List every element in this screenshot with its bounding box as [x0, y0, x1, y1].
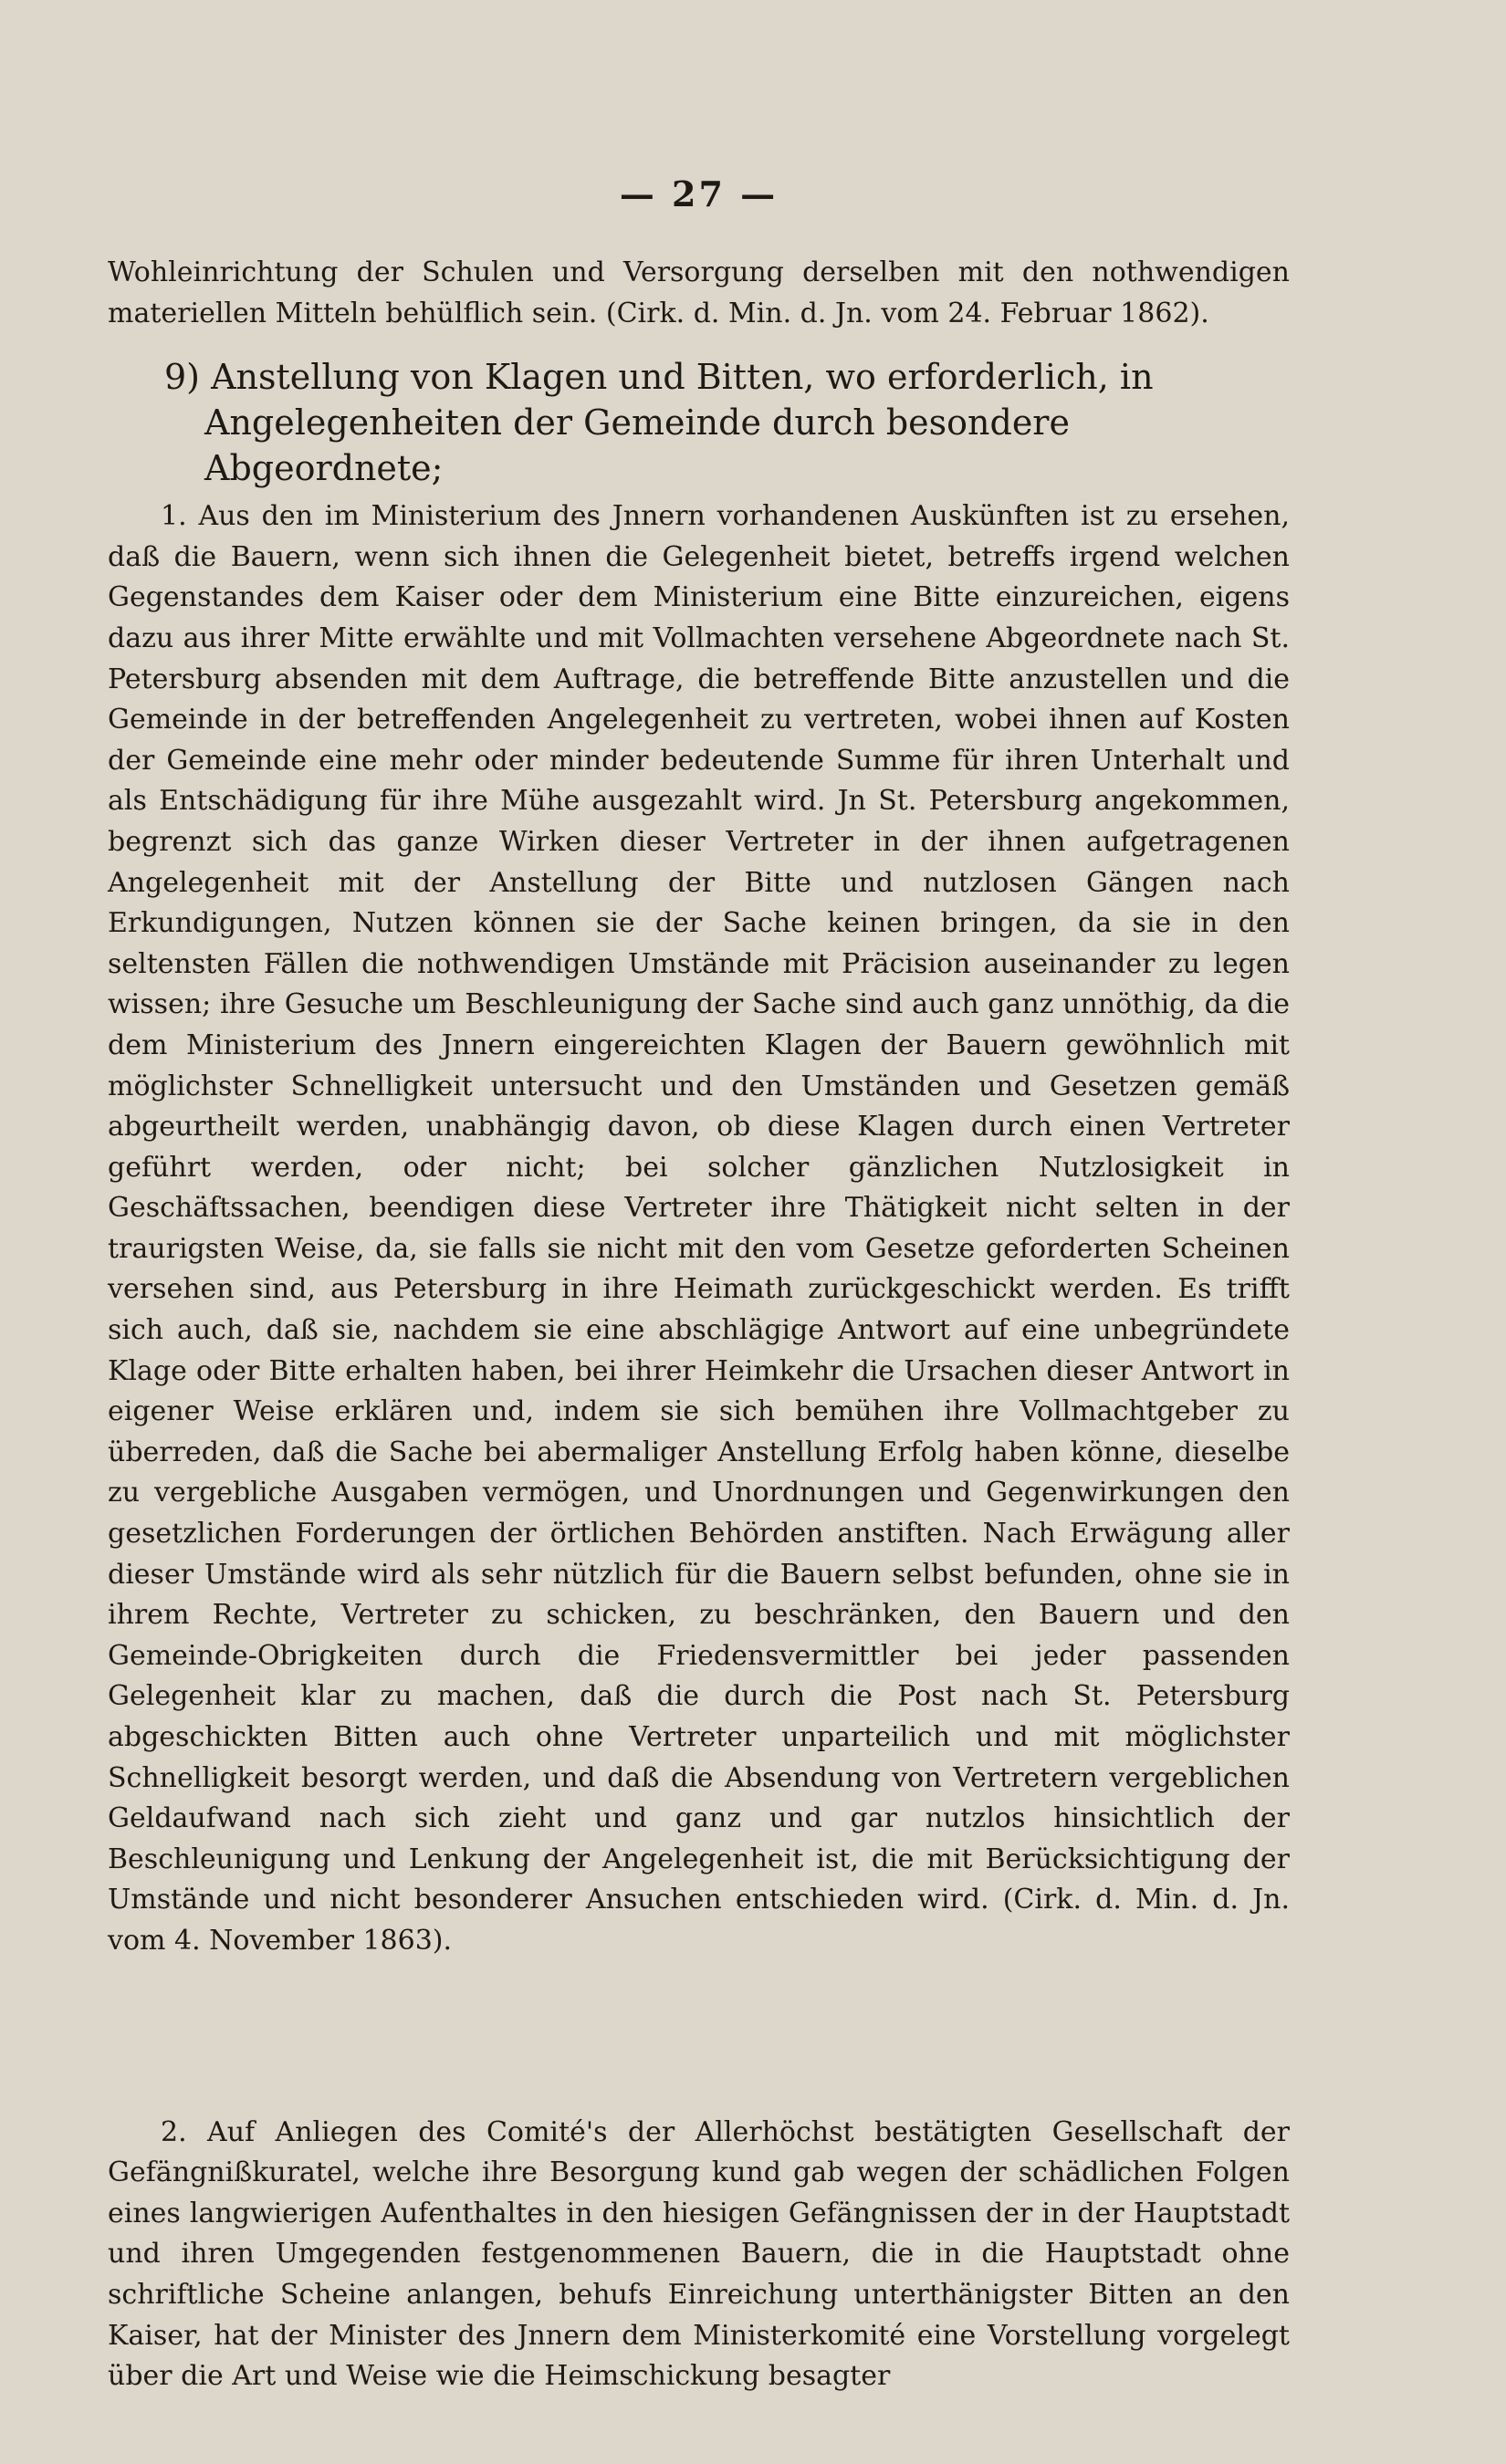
paragraph-continued: Wohleinrichtung der Schulen und Versorgung derselben mit den nothwendigen materiellen Mitteln behülflich sein. (Cirk. d. Min. d. Jn. vom 24. Februar 1862).: [108, 256, 1290, 329]
section-heading: 9) Anstellung von Klagen und Bitten, wo erforderlich, in Angelegenheiten der Gemeinde durch besondere Abgeordnete;: [164, 357, 1154, 489]
paragraph-item-1: 1. Aus den im Ministerium des Jnnern vorhandenen Auskünften ist zu ersehen, daß die Bauern, wenn sich ihnen die Gelegenheit bietet, betreffs irgend welchen Gegenstandes dem Kaiser oder dem Ministerium eine Bitte einzureichen, eigens dazu aus ihrer Mitte erwählte und mit Vollmachten versehene Abgeordnete nach St. Petersburg absenden mit dem Auftrage, die betreffende Bitte anzustellen und die Gemeinde in der betreffenden Angelegenheit zu vertreten, wobei ihnen auf Kosten der Gemeinde eine mehr oder minder bedeutende Summe für ihren Unterhalt und als Entschädigung für ihre Mühe ausgezahlt wird. Jn St. Petersburg angekommen, begrenzt sich das ganze Wirken dieser Vertreter in der ihnen aufgetragenen Angelegenheit mit der Anstellung der Bitte und nutzlosen Gängen nach Erkundigungen, Nutzen können sie der Sache keinen bringen, da sie in den seltensten Fällen die nothwendigen Umstände mit Präcision auseinander zu legen wissen; ihre Gesuche um Beschleunigung der Sache sind auch ganz unnöthig, da die dem Ministerium des Jnnern eingereichten Klagen der Bauern gewöhnlich mit möglichster Schnelligkeit untersucht und den Umständen und Gesetzen gemäß abgeurtheilt werden, unabhängig davon, ob diese Klagen durch einen Vertreter geführt werden, oder nicht; bei solcher gänzlichen Nutzlosigkeit in Geschäftssachen, beendigen diese Vertreter ihre Thätigkeit nicht selten in der traurigsten Weise, da, sie falls sie nicht mit den vom Gesetze geforderten Scheinen versehen sind, aus Petersburg in ihre Heimath zurückgeschickt werden. Es trifft sich auch, daß sie, nachdem sie eine abschlägige Antwort auf eine unbegründete Klage oder Bitte erhalten haben, bei ihrer Heimkehr die Ursachen dieser Antwort in eigener Weise erklären und, indem sie sich bemühen ihre Vollmachtgeber zu überreden, daß die Sache bei abermaliger Anstellung Erfolg haben könne, dieselbe zu vergebliche Ausgaben vermögen, und Unordnungen und Gegenwirkungen den gesetzlichen Forderungen der örtlichen Behörden anstiften. Nach Erwägung aller dieser Umstände wird als sehr nützlich für die Bauern selbst befunden, ohne sie in ihrem Rechte, Vertreter zu schicken, zu beschränken, den Bauern und den Gemeinde-Obrigkeiten durch die Friedensvermittler bei jeder passenden Gelegenheit klar zu machen, daß die durch die Post nach St. Petersburg abgeschickten Bitten auch ohne Vertreter unparteilich und mit möglichster Schnelligkeit besorgt werden, und daß die Absendung von Vertretern vergeblichen Geldaufwand nach sich zieht und ganz und gar nutzlos hinsichtlich der Beschleunigung und Lenkung der Angelegenheit ist, die mit Berücksichtigung der Umstände und nicht besonderer Ansuchen entschieden wird. (Cirk. d. Min. d. Jn. vom 4. November 1863).: [108, 500, 1290, 1957]
page-number: — 27 —: [619, 173, 779, 214]
blank-gap: [108, 1962, 1290, 2113]
paragraph-item-2: 2. Auf Anliegen des Comité's der Allerhöchst bestätigten Gesellschaft der Gefängnißkuratel, welche ihre Besorgung kund gab wegen der schädlichen Folgen eines langwierigen Aufenthaltes in den hiesigen Gefängnissen der in der Hauptstadt und ihren Umgegenden festgenommenen Bauern, die in die Hauptstadt ohne schriftliche Scheine anlangen, behufs Einreichung unterthänigster Bitten an den Kaiser, hat der Minister des Jnnern dem Ministerkomité eine Vorstellung vorgelegt über die Art und Weise wie die Heimschickung besagter: [108, 2115, 1290, 2393]
